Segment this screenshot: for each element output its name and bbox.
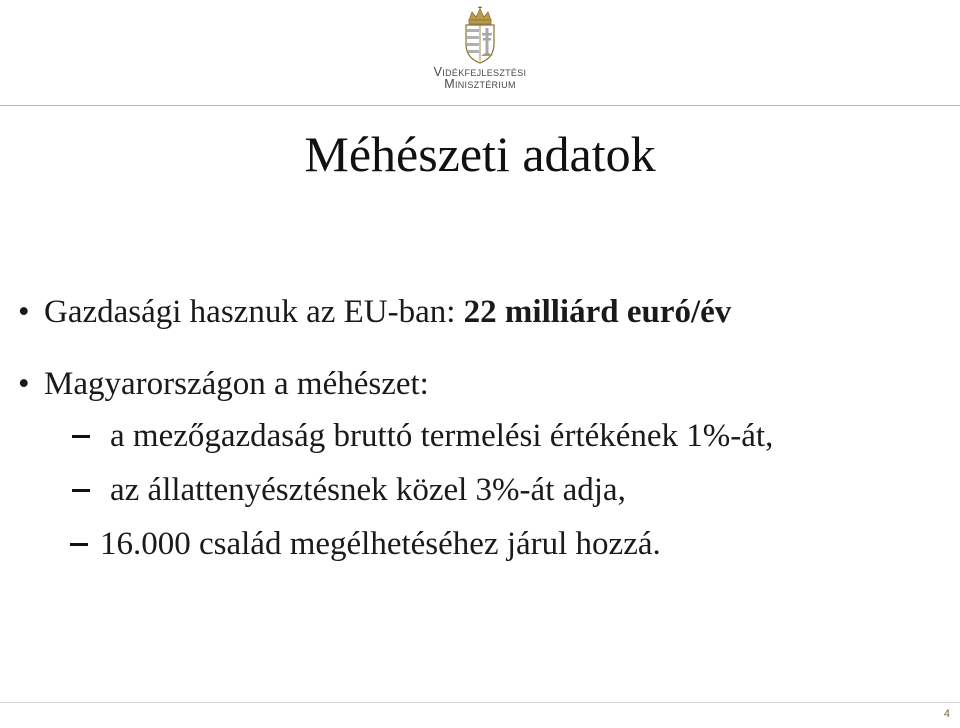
bullet-eu-benefit: [18, 292, 731, 332]
dash-icon: [72, 489, 90, 492]
subbullet-text: az állattenyésztésnek közel 3%-át adja,: [110, 472, 626, 508]
subbullet-text: 16.000 család megélhetéséhez járul hozzá.: [100, 526, 661, 562]
subbullet-1: [72, 416, 773, 456]
subbullet-text: a mezőgazdaság bruttó termelési értékének 1%-át,: [110, 418, 774, 454]
dash-icon: [72, 435, 90, 438]
bullet-bold-value: 22 milliárd euró/év: [463, 294, 732, 330]
footer-divider: [0, 702, 960, 703]
header-divider: [0, 105, 960, 106]
dash-icon: [70, 543, 88, 546]
bullet-hungary: [18, 364, 429, 404]
bullet-text: Magyarországon a méhészet:: [44, 366, 429, 402]
bullet-text: Gazdasági hasznuk az EU-ban:: [44, 294, 464, 330]
ministry-logo-text: [400, 66, 560, 90]
bullet-icon: •: [18, 294, 30, 330]
page-number: 4: [943, 708, 950, 720]
hungarian-coat-of-arms-icon: [460, 6, 500, 64]
slide-title: Méhészeti adatok: [304, 126, 656, 182]
ministry-line-2: Minisztérium: [444, 77, 516, 91]
ministry-line-1: Vidékfejlesztési: [433, 65, 527, 79]
subbullet-3: [70, 524, 661, 564]
bullet-icon: •: [18, 366, 30, 402]
subbullet-2: [72, 470, 626, 510]
